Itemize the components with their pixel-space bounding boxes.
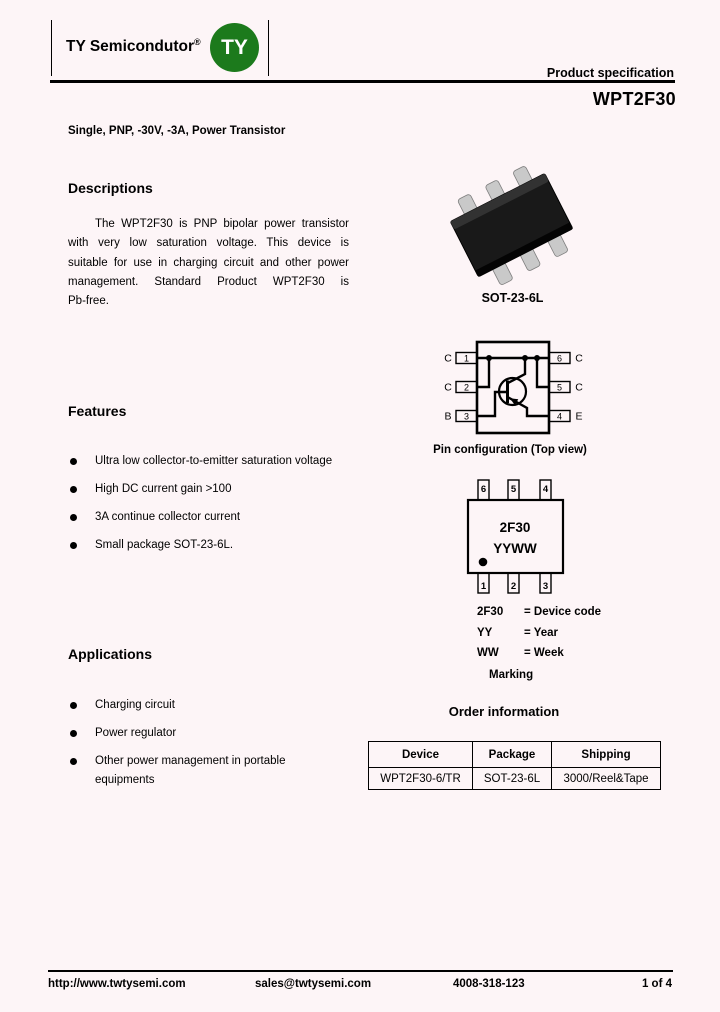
paragraph-line: Pb-free. — [68, 295, 109, 308]
brand-name — [66, 37, 201, 56]
features-list — [70, 452, 332, 564]
feature-text: Small package SOT-23-6L. — [95, 539, 234, 551]
order-info-heading: Order information — [448, 704, 560, 719]
pin-number: 5 — [556, 382, 563, 393]
order-info-table — [368, 741, 661, 790]
marking-diagram — [460, 475, 575, 597]
features-heading: Features — [68, 403, 127, 419]
table-row — [369, 768, 661, 790]
legend-row — [477, 606, 601, 627]
legend-value: = Device code — [524, 606, 602, 618]
page-title: WPT2F30 — [592, 89, 676, 109]
column-header-device: Device — [369, 742, 473, 768]
legend-term: WW — [477, 647, 499, 659]
list-item — [70, 480, 332, 499]
marking-pin-number: 4 — [542, 484, 549, 495]
application-text: Other power management in portable equipments — [95, 755, 286, 786]
feature-text: 3A continue collector current — [95, 511, 241, 523]
legend-term: YY — [477, 626, 493, 639]
pin-label: C — [444, 381, 452, 394]
bullet-icon — [70, 702, 77, 709]
bullet-icon — [70, 730, 77, 737]
cell-shipping: 3000/Reel&Tape — [552, 768, 661, 790]
paragraph-line: management. Standard Product WPT2F30 is — [68, 275, 349, 288]
pin-configuration-diagram — [440, 330, 590, 445]
pin-label: C — [575, 352, 583, 365]
package-body — [450, 173, 573, 276]
pin-number: 1 — [463, 353, 470, 364]
footer-phone: 4008-318-123 — [453, 978, 525, 990]
pin-label: C — [575, 381, 583, 394]
pin-label: C — [444, 352, 452, 365]
paragraph-line: suitable for use in charging circuit and other power — [68, 256, 349, 269]
registered-trademark-icon: ® — [194, 37, 201, 47]
list-item — [70, 508, 332, 527]
application-text: Charging circuit — [95, 699, 175, 711]
package-body-group — [445, 164, 580, 289]
marking-pin-number: 2 — [510, 581, 517, 592]
application-text: Power regulator — [95, 727, 177, 739]
legend-term: 2F30 — [477, 606, 504, 618]
feature-text: High DC current gain >100 — [95, 483, 232, 495]
device-subtitle: Single, PNP, -30V, -3A, Power Transistor — [68, 125, 286, 137]
legend-value: = Year — [524, 626, 559, 639]
package-label: SOT-23-6L — [481, 291, 544, 305]
list-item — [70, 696, 313, 715]
paragraph-line: The WPT2F30 is PNP bipolar power transistor — [95, 218, 349, 230]
pin-number: 6 — [556, 353, 563, 364]
marking-legend — [477, 606, 601, 668]
pin-number: 2 — [463, 382, 470, 393]
feature-text: Ultra low collector-to-emitter saturation voltage — [95, 455, 333, 467]
spec-label: Product specification — [546, 66, 674, 80]
bullet-icon — [70, 486, 77, 493]
pin-number: 4 — [556, 411, 563, 422]
pin5-trace — [537, 358, 549, 387]
descriptions-heading: Descriptions — [68, 180, 153, 196]
legend-row — [477, 647, 601, 668]
pin-label: B — [444, 410, 452, 423]
marking-date-code: YYWW — [493, 541, 537, 556]
junction-dot — [522, 355, 528, 361]
list-item — [70, 752, 313, 790]
legend-row — [477, 627, 601, 648]
package-3d-image — [445, 164, 580, 289]
base-trace — [477, 392, 506, 416]
pin2-trace — [477, 358, 489, 387]
footer-email-link[interactable]: sales@twtysemi.com — [255, 978, 372, 990]
junction-dot — [534, 355, 540, 361]
bullet-icon — [70, 458, 77, 465]
bullet-icon — [70, 758, 77, 765]
marking-pin-number: 3 — [542, 581, 549, 592]
brand-text: TY Semicondutor — [66, 38, 195, 56]
legend-value: = Week — [524, 647, 564, 659]
column-header-package: Package — [473, 742, 552, 768]
page-number: 1 of 4 — [641, 978, 672, 990]
pin-label: E — [575, 410, 583, 423]
marking-pin-number: 5 — [510, 484, 517, 495]
marking-device-code: 2F30 — [499, 520, 531, 535]
cell-package: SOT-23-6L — [473, 768, 552, 790]
list-item — [70, 452, 332, 471]
header-divider — [50, 80, 675, 83]
logo-box — [51, 20, 269, 76]
paragraph-line: with very low saturation voltage. This device is — [68, 237, 349, 250]
table-header-row — [369, 742, 661, 768]
junction-dot — [486, 355, 492, 361]
marking-caption: Marking — [489, 669, 534, 681]
bullet-icon — [70, 542, 77, 549]
list-item — [70, 724, 313, 743]
descriptions-paragraph — [68, 218, 349, 314]
pin-config-caption: Pin configuration (Top view) — [433, 444, 587, 456]
list-item — [70, 536, 332, 555]
bullet-icon — [70, 514, 77, 521]
applications-heading: Applications — [68, 646, 153, 662]
cell-device: WPT2F30-6/TR — [369, 768, 473, 790]
footer-website-link[interactable]: http://www.twtysemi.com — [48, 978, 186, 990]
column-header-shipping: Shipping — [552, 742, 661, 768]
marking-pin-number: 1 — [480, 581, 487, 592]
pin-number: 3 — [463, 411, 470, 422]
footer-divider — [48, 970, 673, 972]
brand-logo-badge: TY — [210, 23, 259, 72]
marking-pin-number: 6 — [480, 484, 487, 495]
pin1-indicator-dot — [479, 558, 488, 567]
applications-list — [70, 696, 313, 799]
